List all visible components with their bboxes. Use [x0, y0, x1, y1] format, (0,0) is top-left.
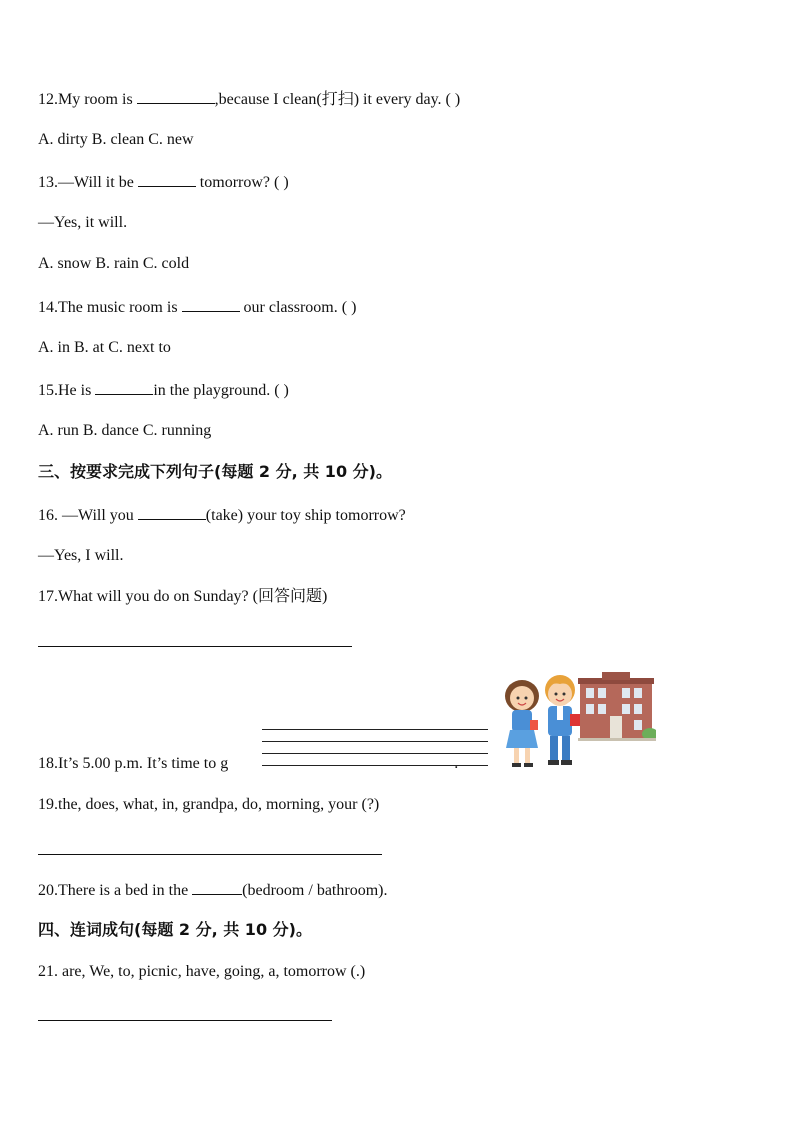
question-12-options: A. dirty B. clean C. new: [38, 131, 194, 148]
section-3-heading: 三、按要求完成下列句子(每题 2 分, 共 10 分)。: [38, 462, 392, 481]
question-16-reply: —Yes, I will.: [38, 547, 124, 564]
question-text: 14.The music room is: [38, 299, 182, 316]
question-18: [38, 754, 458, 774]
writing-grid-line: [262, 741, 488, 742]
question-text: ,because I clean(打扫) it every day. ( ): [214, 91, 461, 108]
question-19: 19.the, does, what, in, grandpa, do, morning, your (?): [38, 796, 380, 813]
question-12: [38, 88, 460, 110]
answer-blank[interactable]: [95, 379, 153, 395]
question-13-reply: —Yes, it will.: [38, 214, 128, 231]
question-text: .: [454, 755, 459, 772]
question-text: 18.It’s 5.00 p.m. It’s time to g: [38, 755, 229, 772]
question-text: (bedroom / bathroom).: [242, 882, 388, 899]
question-14: [38, 296, 356, 318]
question-21: 21. are, We, to, picnic, have, going, a, tomorrow (.): [38, 963, 366, 980]
question-text: our classroom. ( ): [239, 299, 357, 316]
writing-grid-line: [262, 729, 488, 730]
question-15: [38, 379, 289, 401]
answer-blank[interactable]: [138, 504, 206, 520]
answer-blank[interactable]: [192, 879, 242, 895]
question-text: tomorrow? ( ): [195, 174, 289, 191]
question-text: in the playground. ( ): [153, 382, 289, 399]
question-13: [38, 171, 289, 193]
students-school-illustration: [494, 668, 656, 770]
question-16: [38, 504, 406, 526]
answer-blank[interactable]: [182, 296, 240, 312]
answer-line-21[interactable]: [38, 1020, 332, 1021]
question-text: 13.—Will it be: [38, 174, 138, 191]
question-20: [38, 879, 387, 901]
question-text: 12.My room is: [38, 91, 137, 108]
question-text: 20.There is a bed in the: [38, 882, 193, 899]
question-17: 17.What will you do on Sunday? (回答问题): [38, 588, 328, 605]
answer-blank[interactable]: [138, 171, 196, 187]
boy-student: [545, 675, 580, 765]
answer-line-19[interactable]: [38, 854, 382, 855]
question-13-options: A. snow B. rain C. cold: [38, 255, 190, 272]
question-text: 16. —Will you: [38, 507, 138, 524]
question-text: (take) your toy ship tomorrow?: [205, 507, 406, 524]
girl-student: [505, 680, 539, 767]
answer-line-17[interactable]: [38, 646, 352, 647]
question-14-options: A. in B. at C. next to: [38, 339, 171, 356]
answer-blank[interactable]: [137, 88, 215, 104]
school-building-icon: [578, 672, 656, 741]
question-text: 15.He is: [38, 382, 96, 399]
section-4-heading: 四、连词成句(每题 2 分, 共 10 分)。: [38, 920, 312, 939]
question-15-options: A. run B. dance C. running: [38, 422, 212, 439]
